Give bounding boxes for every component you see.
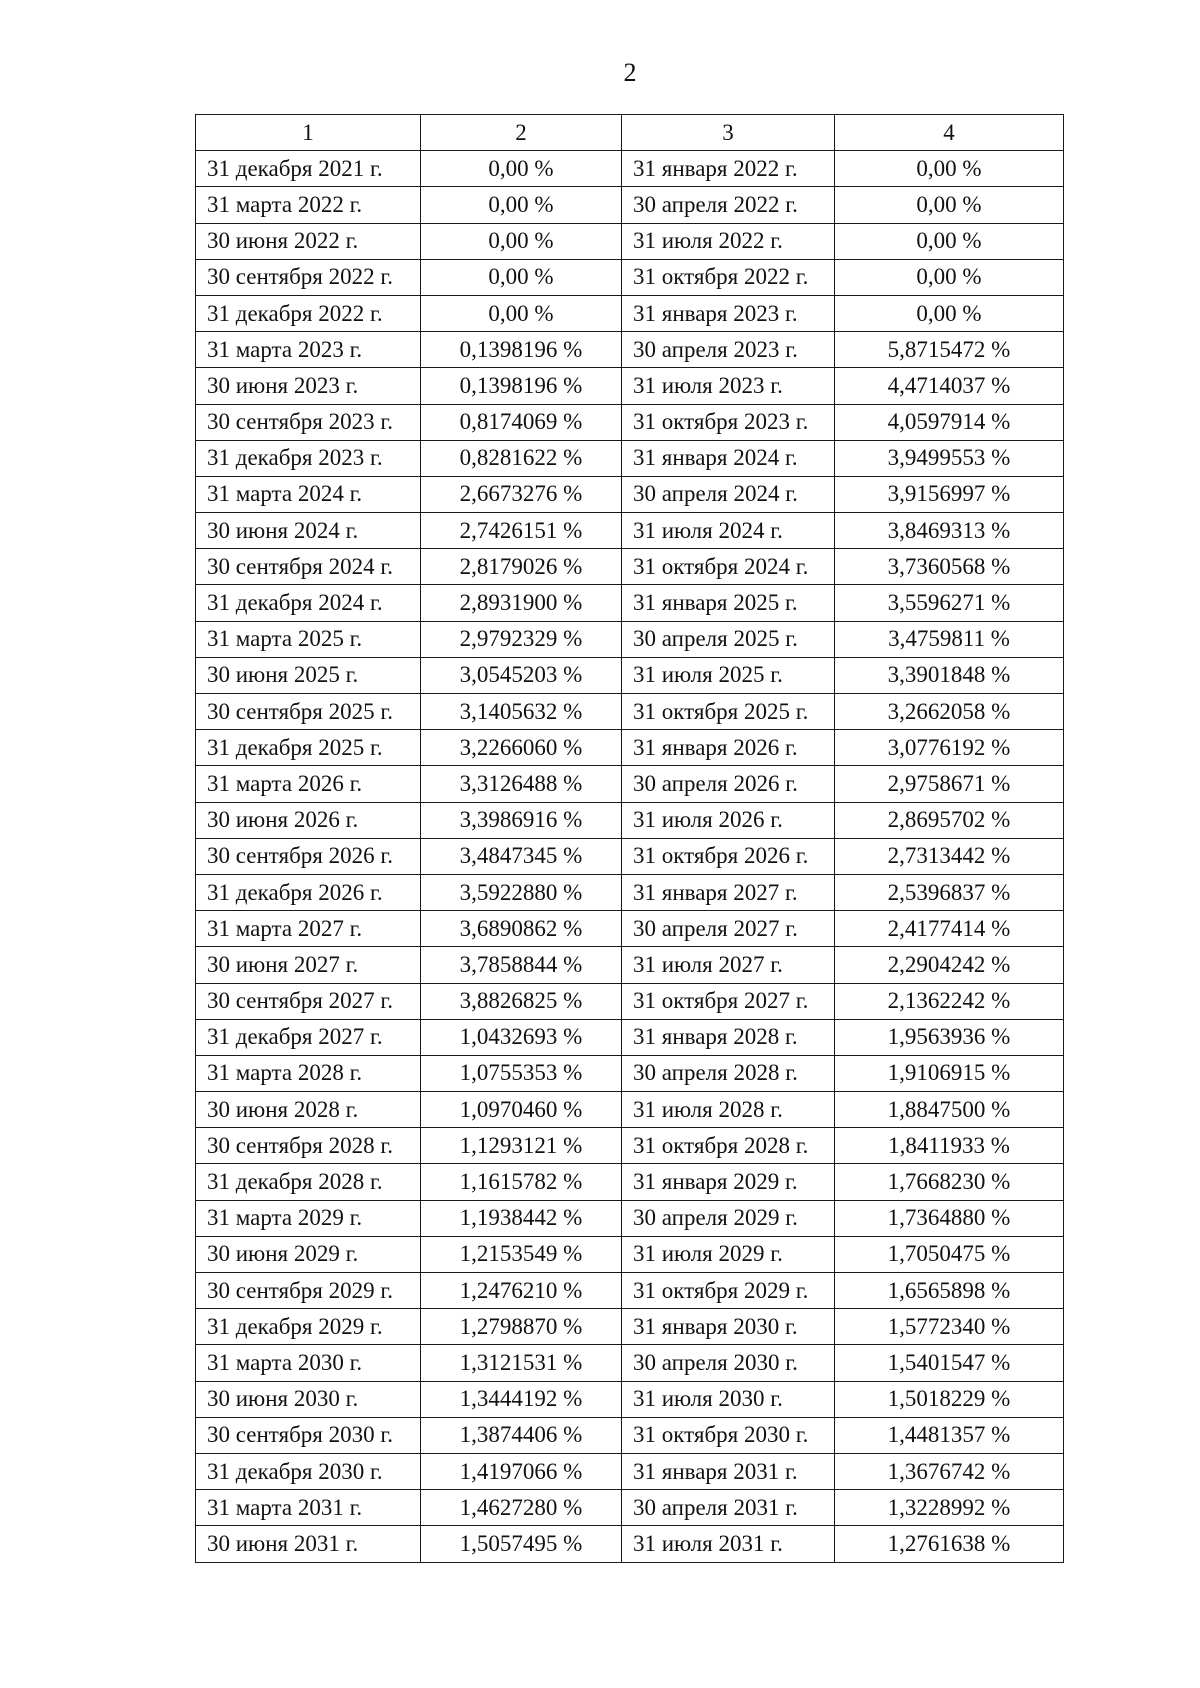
table-row: [196, 513, 1064, 549]
table-row: [196, 1128, 1064, 1164]
table-row: [196, 766, 1064, 802]
column-header-4: 4: [835, 115, 1064, 151]
table-row: [196, 1236, 1064, 1272]
period-date-1-cell: 30 июня 2025 г.: [196, 657, 421, 693]
period-date-1-cell: 31 декабря 2028 г.: [196, 1164, 421, 1200]
period-date-1-cell: 30 июня 2026 г.: [196, 802, 421, 838]
period-date-2-cell: 31 октября 2027 г.: [622, 983, 835, 1019]
percent-value-1-cell: 0,1398196 %: [421, 368, 622, 404]
percent-value-1-cell: 1,0755353 %: [421, 1055, 622, 1091]
period-date-1-cell: 31 марта 2026 г.: [196, 766, 421, 802]
period-date-1-cell: 30 июня 2027 г.: [196, 947, 421, 983]
percent-value-2-cell: 0,00 %: [835, 259, 1064, 295]
percent-value-1-cell: 1,0970460 %: [421, 1092, 622, 1128]
period-date-2-cell: 31 января 2023 г.: [622, 295, 835, 331]
percent-value-1-cell: 3,4847345 %: [421, 838, 622, 874]
period-date-1-cell: 30 июня 2023 г.: [196, 368, 421, 404]
percent-value-2-cell: 1,3228992 %: [835, 1490, 1064, 1526]
percent-value-1-cell: 2,9792329 %: [421, 621, 622, 657]
table-row: [196, 404, 1064, 440]
percent-value-2-cell: 0,00 %: [835, 295, 1064, 331]
period-date-2-cell: 31 января 2027 г.: [622, 874, 835, 910]
period-date-2-cell: 31 января 2030 г.: [622, 1309, 835, 1345]
percent-value-1-cell: 3,5922880 %: [421, 874, 622, 910]
table-row: [196, 1092, 1064, 1128]
period-date-2-cell: 31 июля 2028 г.: [622, 1092, 835, 1128]
percent-value-2-cell: 1,5018229 %: [835, 1381, 1064, 1417]
percent-value-1-cell: 0,00 %: [421, 259, 622, 295]
column-header-3: 3: [622, 115, 835, 151]
percent-value-2-cell: 1,9563936 %: [835, 1019, 1064, 1055]
period-date-2-cell: 31 января 2024 г.: [622, 440, 835, 476]
table-row: [196, 187, 1064, 223]
period-date-2-cell: 31 июля 2029 г.: [622, 1236, 835, 1272]
period-date-1-cell: 31 декабря 2027 г.: [196, 1019, 421, 1055]
percent-value-1-cell: 2,6673276 %: [421, 476, 622, 512]
table-row: [196, 440, 1064, 476]
percent-value-1-cell: 1,5057495 %: [421, 1526, 622, 1562]
table-row: [196, 332, 1064, 368]
percent-value-1-cell: 0,00 %: [421, 223, 622, 259]
period-date-1-cell: 31 марта 2024 г.: [196, 476, 421, 512]
period-date-2-cell: 31 января 2025 г.: [622, 585, 835, 621]
table-row: [196, 657, 1064, 693]
period-date-2-cell: 31 января 2028 г.: [622, 1019, 835, 1055]
table-row: [196, 947, 1064, 983]
period-date-2-cell: 31 июля 2030 г.: [622, 1381, 835, 1417]
percent-value-2-cell: 2,2904242 %: [835, 947, 1064, 983]
period-date-1-cell: 30 сентября 2029 г.: [196, 1273, 421, 1309]
percent-value-1-cell: 3,3126488 %: [421, 766, 622, 802]
table-row: [196, 1200, 1064, 1236]
table-row: [196, 585, 1064, 621]
period-date-1-cell: 31 марта 2030 г.: [196, 1345, 421, 1381]
percent-value-2-cell: 3,9156997 %: [835, 476, 1064, 512]
period-date-2-cell: 31 июля 2031 г.: [622, 1526, 835, 1562]
percent-value-1-cell: 1,1938442 %: [421, 1200, 622, 1236]
period-date-2-cell: 30 апреля 2023 г.: [622, 332, 835, 368]
percent-value-1-cell: 2,8179026 %: [421, 549, 622, 585]
table-row: [196, 1019, 1064, 1055]
header-row: [196, 115, 1064, 151]
percent-value-2-cell: 1,5401547 %: [835, 1345, 1064, 1381]
period-date-2-cell: 31 января 2022 г.: [622, 151, 835, 187]
percent-value-1-cell: 1,3874406 %: [421, 1417, 622, 1453]
period-date-2-cell: 31 июля 2023 г.: [622, 368, 835, 404]
percent-value-1-cell: 3,6890862 %: [421, 911, 622, 947]
period-date-1-cell: 31 декабря 2022 г.: [196, 295, 421, 331]
period-date-2-cell: 31 октября 2022 г.: [622, 259, 835, 295]
period-date-2-cell: 30 апреля 2028 г.: [622, 1055, 835, 1091]
page-number: 2: [623, 58, 637, 87]
table-row: [196, 151, 1064, 187]
table-row: [196, 1164, 1064, 1200]
period-date-2-cell: 31 июля 2024 г.: [622, 513, 835, 549]
period-date-2-cell: 31 июля 2025 г.: [622, 657, 835, 693]
percent-value-2-cell: 3,7360568 %: [835, 549, 1064, 585]
period-date-1-cell: 30 июня 2028 г.: [196, 1092, 421, 1128]
percent-value-2-cell: 0,00 %: [835, 151, 1064, 187]
period-date-1-cell: 31 декабря 2030 г.: [196, 1453, 421, 1489]
period-date-2-cell: 30 апреля 2027 г.: [622, 911, 835, 947]
period-date-2-cell: 31 октября 2026 г.: [622, 838, 835, 874]
period-date-2-cell: 30 апреля 2029 г.: [622, 1200, 835, 1236]
table-row: [196, 730, 1064, 766]
period-date-1-cell: 31 декабря 2023 г.: [196, 440, 421, 476]
period-date-1-cell: 31 декабря 2026 г.: [196, 874, 421, 910]
table-row: [196, 1417, 1064, 1453]
percent-value-2-cell: 1,5772340 %: [835, 1309, 1064, 1345]
table-row: [196, 549, 1064, 585]
percent-value-1-cell: 1,1293121 %: [421, 1128, 622, 1164]
table-row: [196, 983, 1064, 1019]
period-date-1-cell: 31 марта 2027 г.: [196, 911, 421, 947]
column-header-2: 2: [421, 115, 622, 151]
table-row: [196, 802, 1064, 838]
table-row: [196, 621, 1064, 657]
percent-value-1-cell: 1,4197066 %: [421, 1453, 622, 1489]
period-date-2-cell: 31 июля 2022 г.: [622, 223, 835, 259]
period-date-1-cell: 31 декабря 2021 г.: [196, 151, 421, 187]
percent-value-1-cell: 1,2476210 %: [421, 1273, 622, 1309]
percent-value-2-cell: 1,8847500 %: [835, 1092, 1064, 1128]
percent-value-1-cell: 3,7858844 %: [421, 947, 622, 983]
period-date-2-cell: 30 апреля 2031 г.: [622, 1490, 835, 1526]
period-date-1-cell: 30 июня 2030 г.: [196, 1381, 421, 1417]
percent-value-2-cell: 3,9499553 %: [835, 440, 1064, 476]
period-date-2-cell: 31 января 2031 г.: [622, 1453, 835, 1489]
table-row: [196, 1345, 1064, 1381]
period-date-2-cell: 31 октября 2028 г.: [622, 1128, 835, 1164]
table-row: [196, 838, 1064, 874]
percent-value-2-cell: 0,00 %: [835, 187, 1064, 223]
percent-value-1-cell: 1,3444192 %: [421, 1381, 622, 1417]
percent-value-2-cell: 2,5396837 %: [835, 874, 1064, 910]
period-date-1-cell: 30 сентября 2027 г.: [196, 983, 421, 1019]
table-row: [196, 1381, 1064, 1417]
column-header-1: 1: [196, 115, 421, 151]
percent-value-1-cell: 3,3986916 %: [421, 802, 622, 838]
table-row: [196, 694, 1064, 730]
period-date-1-cell: 31 декабря 2024 г.: [196, 585, 421, 621]
percent-value-1-cell: 0,00 %: [421, 151, 622, 187]
period-date-1-cell: 31 декабря 2029 г.: [196, 1309, 421, 1345]
percent-value-1-cell: 1,2153549 %: [421, 1236, 622, 1272]
percent-value-2-cell: 1,9106915 %: [835, 1055, 1064, 1091]
percent-value-1-cell: 0,8281622 %: [421, 440, 622, 476]
period-date-1-cell: 30 сентября 2030 г.: [196, 1417, 421, 1453]
percent-value-1-cell: 1,4627280 %: [421, 1490, 622, 1526]
percent-value-2-cell: 1,2761638 %: [835, 1526, 1064, 1562]
percent-value-1-cell: 0,00 %: [421, 295, 622, 331]
percent-value-2-cell: 5,8715472 %: [835, 332, 1064, 368]
period-date-1-cell: 31 марта 2025 г.: [196, 621, 421, 657]
table-row: [196, 1490, 1064, 1526]
table-row: [196, 1526, 1064, 1562]
percent-value-1-cell: 1,3121531 %: [421, 1345, 622, 1381]
period-date-2-cell: 30 апреля 2025 г.: [622, 621, 835, 657]
percent-value-2-cell: 2,8695702 %: [835, 802, 1064, 838]
schedule-table: [195, 114, 1064, 1563]
period-date-2-cell: 31 октября 2025 г.: [622, 694, 835, 730]
table-row: [196, 1273, 1064, 1309]
period-date-1-cell: 30 июня 2031 г.: [196, 1526, 421, 1562]
percent-value-2-cell: 4,0597914 %: [835, 404, 1064, 440]
table-row: [196, 223, 1064, 259]
percent-value-2-cell: 4,4714037 %: [835, 368, 1064, 404]
table-row: [196, 259, 1064, 295]
percent-value-2-cell: 1,4481357 %: [835, 1417, 1064, 1453]
period-date-2-cell: 31 октября 2024 г.: [622, 549, 835, 585]
percent-value-2-cell: 2,1362242 %: [835, 983, 1064, 1019]
percent-value-2-cell: 2,9758671 %: [835, 766, 1064, 802]
percent-value-1-cell: 3,0545203 %: [421, 657, 622, 693]
period-date-2-cell: 31 января 2029 г.: [622, 1164, 835, 1200]
percent-value-1-cell: 3,1405632 %: [421, 694, 622, 730]
period-date-2-cell: 31 января 2026 г.: [622, 730, 835, 766]
percent-value-2-cell: 3,2662058 %: [835, 694, 1064, 730]
percent-value-2-cell: 1,7364880 %: [835, 1200, 1064, 1236]
period-date-2-cell: 30 апреля 2024 г.: [622, 476, 835, 512]
table-header: [196, 115, 1064, 151]
period-date-2-cell: 31 октября 2030 г.: [622, 1417, 835, 1453]
percent-value-1-cell: 1,0432693 %: [421, 1019, 622, 1055]
percent-value-1-cell: 1,1615782 %: [421, 1164, 622, 1200]
period-date-1-cell: 30 июня 2022 г.: [196, 223, 421, 259]
period-date-1-cell: 31 декабря 2025 г.: [196, 730, 421, 766]
percent-value-2-cell: 1,3676742 %: [835, 1453, 1064, 1489]
table-row: [196, 368, 1064, 404]
table-body: [196, 151, 1064, 1562]
period-date-2-cell: 30 апреля 2026 г.: [622, 766, 835, 802]
period-date-2-cell: 31 октября 2023 г.: [622, 404, 835, 440]
percent-value-2-cell: 3,3901848 %: [835, 657, 1064, 693]
table-row: [196, 1453, 1064, 1489]
table-row: [196, 1309, 1064, 1345]
period-date-1-cell: 30 сентября 2028 г.: [196, 1128, 421, 1164]
percent-value-1-cell: 2,7426151 %: [421, 513, 622, 549]
percent-value-2-cell: 1,7050475 %: [835, 1236, 1064, 1272]
percent-value-1-cell: 3,2266060 %: [421, 730, 622, 766]
percent-value-1-cell: 2,8931900 %: [421, 585, 622, 621]
percent-value-1-cell: 3,8826825 %: [421, 983, 622, 1019]
percent-value-1-cell: 0,8174069 %: [421, 404, 622, 440]
period-date-1-cell: 31 марта 2023 г.: [196, 332, 421, 368]
table-row: [196, 476, 1064, 512]
period-date-1-cell: 30 сентября 2023 г.: [196, 404, 421, 440]
period-date-1-cell: 30 сентября 2022 г.: [196, 259, 421, 295]
percent-value-1-cell: 0,1398196 %: [421, 332, 622, 368]
period-date-1-cell: 31 марта 2022 г.: [196, 187, 421, 223]
percent-value-2-cell: 1,6565898 %: [835, 1273, 1064, 1309]
period-date-1-cell: 30 сентября 2025 г.: [196, 694, 421, 730]
period-date-2-cell: 30 апреля 2022 г.: [622, 187, 835, 223]
table-row: [196, 911, 1064, 947]
period-date-2-cell: 31 октября 2029 г.: [622, 1273, 835, 1309]
percent-value-1-cell: 0,00 %: [421, 187, 622, 223]
percent-value-2-cell: 3,0776192 %: [835, 730, 1064, 766]
percent-value-2-cell: 0,00 %: [835, 223, 1064, 259]
period-date-2-cell: 31 июля 2027 г.: [622, 947, 835, 983]
period-date-1-cell: 31 марта 2029 г.: [196, 1200, 421, 1236]
percent-value-2-cell: 1,7668230 %: [835, 1164, 1064, 1200]
percent-value-2-cell: 2,7313442 %: [835, 838, 1064, 874]
period-date-1-cell: 30 июня 2029 г.: [196, 1236, 421, 1272]
percent-value-1-cell: 1,2798870 %: [421, 1309, 622, 1345]
period-date-1-cell: 31 марта 2028 г.: [196, 1055, 421, 1091]
percent-value-2-cell: 3,8469313 %: [835, 513, 1064, 549]
period-date-1-cell: 30 сентября 2026 г.: [196, 838, 421, 874]
period-date-1-cell: 30 сентября 2024 г.: [196, 549, 421, 585]
period-date-1-cell: 30 июня 2024 г.: [196, 513, 421, 549]
percent-value-2-cell: 3,4759811 %: [835, 621, 1064, 657]
table-row: [196, 874, 1064, 910]
period-date-1-cell: 31 марта 2031 г.: [196, 1490, 421, 1526]
table-row: [196, 1055, 1064, 1091]
table-row: [196, 295, 1064, 331]
percent-value-2-cell: 1,8411933 %: [835, 1128, 1064, 1164]
period-date-2-cell: 31 июля 2026 г.: [622, 802, 835, 838]
period-date-2-cell: 30 апреля 2030 г.: [622, 1345, 835, 1381]
percent-value-2-cell: 2,4177414 %: [835, 911, 1064, 947]
percent-value-2-cell: 3,5596271 %: [835, 585, 1064, 621]
